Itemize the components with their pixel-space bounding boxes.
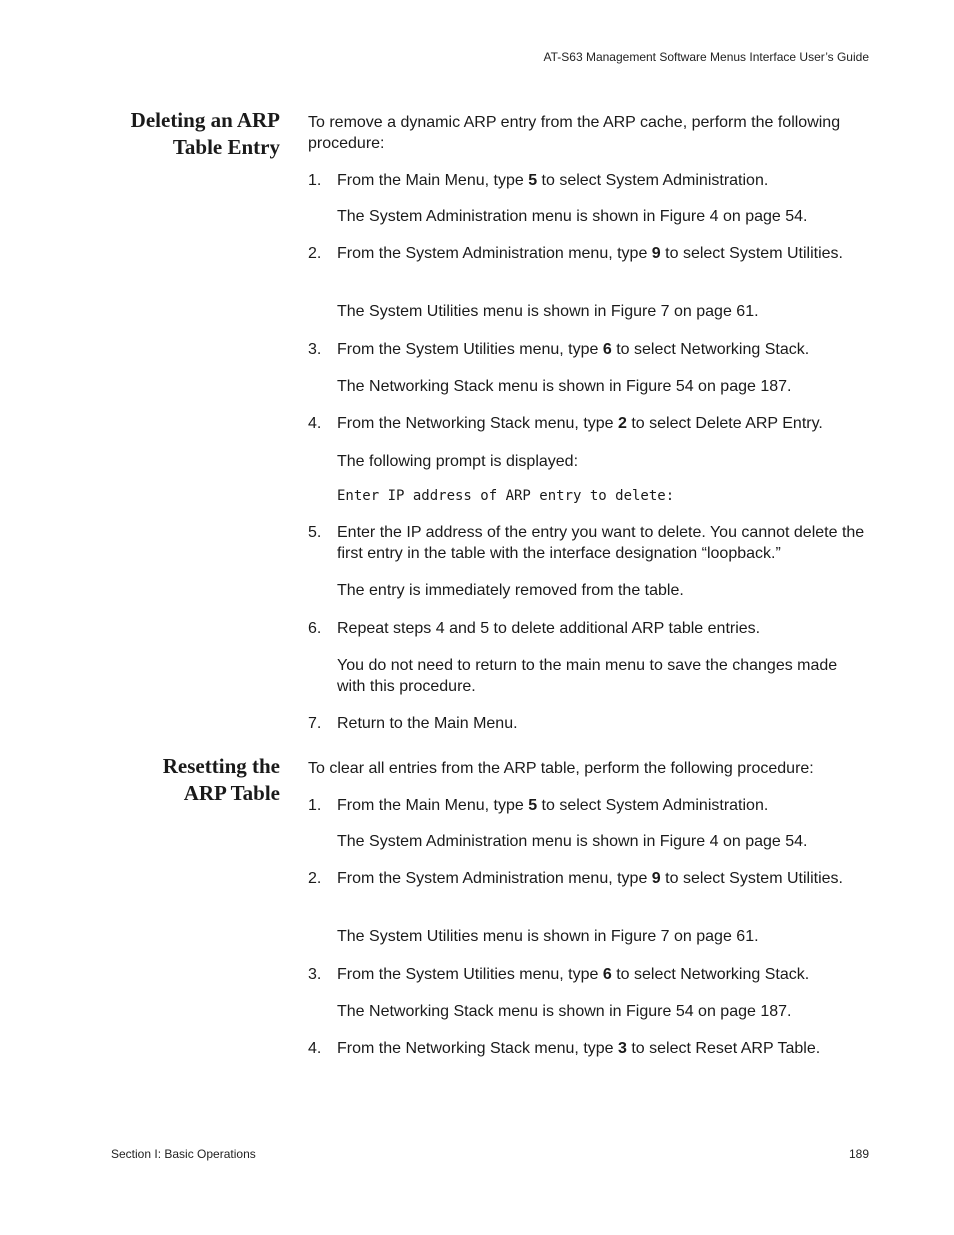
menu-key: 5 [528, 172, 538, 189]
step-number: 3. [308, 341, 322, 358]
section-heading-resetting-arp [80, 753, 280, 807]
page-number: 189 [848, 1147, 869, 1161]
step-text: From the System Utilities menu, type 6 to select Networking Stack. [337, 341, 810, 358]
step-number: 4. [308, 415, 322, 432]
step-text: From the System Administration menu, type 9 to select System Utilities. [337, 870, 843, 887]
step-number: 4. [308, 1040, 322, 1057]
menu-key: 3 [618, 1040, 627, 1057]
step-text: From the Networking Stack menu, type 2 to select Delete ARP Entry. [337, 415, 823, 432]
step-number: 2. [308, 245, 322, 262]
step-note: The System Administration menu is shown in Figure 4 on page 54. [337, 833, 808, 850]
step-text: From the System Utilities menu, type 6 to select Networking Stack. [337, 966, 810, 983]
step-note: The System Utilities menu is shown in Figure 7 on page 61. [337, 928, 759, 945]
menu-key: 6 [602, 341, 612, 358]
step-note: You do not need to return to the main menu to save the changes made with this procedure. [337, 657, 838, 695]
menu-key: 9 [651, 245, 661, 262]
step-number: 5. [308, 524, 322, 541]
section-intro: To clear all entries from the ARP table, perform the following procedure: [308, 760, 814, 777]
step-number: 6. [308, 620, 322, 637]
step-text: From the System Administration menu, type 9 to select System Utilities. [337, 245, 843, 262]
step-number: 3. [308, 966, 322, 983]
step-number: 2. [308, 870, 322, 887]
step-text: From the Main Menu, type 5 to select System Administration. [337, 797, 769, 814]
running-header: AT-S63 Management Software Menus Interface User’s Guide [543, 50, 869, 64]
heading-line: Resetting the [162, 754, 280, 778]
section-heading-deleting-arp [80, 107, 280, 161]
cli-prompt: Enter IP address of ARP entry to delete: [337, 488, 675, 504]
step-number: 1. [308, 172, 322, 189]
menu-key: 6 [602, 966, 612, 983]
menu-key: 2 [618, 415, 627, 432]
heading-line: Deleting an ARP [130, 108, 280, 132]
step-text: From the Main Menu, type 5 to select System Administration. [337, 172, 769, 189]
step-note: The System Utilities menu is shown in Figure 7 on page 61. [337, 303, 759, 320]
step-note: The Networking Stack menu is shown in Figure 54 on page 187. [337, 378, 792, 395]
step-text: Repeat steps 4 and 5 to delete additional ARP table entries. [337, 620, 761, 637]
menu-key: 9 [651, 870, 661, 887]
step-text: From the Networking Stack menu, type 3 to select Reset ARP Table. [337, 1040, 821, 1057]
heading-line: Table Entry [172, 135, 280, 159]
step-number: 1. [308, 797, 322, 814]
heading-line: ARP Table [183, 781, 280, 805]
step-note: The entry is immediately removed from the table. [337, 582, 684, 599]
step-text: Enter the IP address of the entry you want to delete. You cannot delete the first entry in the table with the interface designation “loopback.” [337, 524, 865, 562]
step-note: The following prompt is displayed: [337, 453, 579, 470]
footer-section: Section I: Basic Operations [111, 1147, 256, 1161]
step-number: 7. [308, 715, 322, 732]
section-intro: To remove a dynamic ARP entry from the ARP cache, perform the following procedure: [308, 114, 841, 152]
step-text: Return to the Main Menu. [337, 715, 518, 732]
step-note: The Networking Stack menu is shown in Figure 54 on page 187. [337, 1003, 792, 1020]
menu-key: 5 [528, 797, 538, 814]
step-note: The System Administration menu is shown in Figure 4 on page 54. [337, 208, 808, 225]
